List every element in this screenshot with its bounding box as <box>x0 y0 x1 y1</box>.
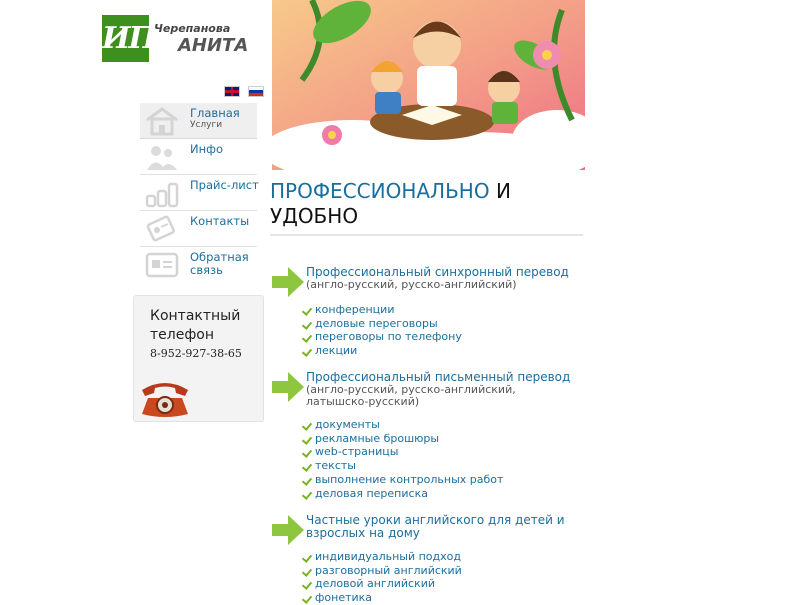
list-item: фонетика <box>303 591 462 605</box>
telephone-icon <box>138 376 192 418</box>
logo-name-line2: АНИТА <box>178 35 249 56</box>
nav-label-feedback: Обратная связь <box>190 250 249 277</box>
section-subtitle: (англо-русский, русско-английский) <box>306 278 517 291</box>
list-item: переговоры по телефону <box>303 330 462 344</box>
list-item: разговорный английский <box>303 564 462 578</box>
section-title-text: Профессиональный синхронный перевод <box>306 265 569 279</box>
logo-name-line1: Черепанова <box>154 22 231 35</box>
list-item: деловой английский <box>303 577 462 591</box>
service-list <box>303 303 462 358</box>
list-item: конференции <box>303 303 462 317</box>
contact-title: Контактный телефон <box>150 308 241 343</box>
section-title-text: Профессиональный письменный перевод <box>306 370 571 384</box>
green-arrow-icon <box>272 267 304 297</box>
page-title <box>270 179 583 229</box>
sidebar-nav <box>140 103 257 299</box>
home-icon <box>144 106 180 136</box>
logo-mark: ИП <box>102 15 149 62</box>
green-arrow-icon <box>272 515 304 545</box>
nav-item-home[interactable] <box>140 103 257 139</box>
nav-item-contacts[interactable] <box>140 211 257 247</box>
nav-item-price-list[interactable] <box>140 175 257 211</box>
russian-flag-icon[interactable] <box>248 86 264 97</box>
chart-icon <box>144 178 180 208</box>
page-title-rest: И УДОБНО <box>270 179 511 228</box>
list-item: индивидуальный подход <box>303 550 462 564</box>
list-item: лекции <box>303 344 462 358</box>
title-divider <box>270 234 583 236</box>
nav-label-price-list: Прайс-лист <box>190 178 259 192</box>
section-subtitle: (англо-русский, русско-английский, латышско-русский) <box>306 383 516 408</box>
section-title <box>306 266 582 291</box>
contact-phone-number: 8-952-927-38-65 <box>150 347 242 360</box>
site-logo[interactable] <box>102 15 249 65</box>
english-flag-icon[interactable] <box>224 86 240 97</box>
contact-card-icon <box>144 214 180 244</box>
nav-sub-services: Услуги <box>190 120 223 130</box>
nav-label-contacts: Контакты <box>190 214 250 228</box>
people-icon <box>144 142 180 172</box>
list-item: тексты <box>303 459 503 473</box>
hero-illustration <box>272 0 585 170</box>
list-item: деловая переписка <box>303 487 503 501</box>
green-arrow-icon <box>272 372 304 402</box>
list-item: деловые переговоры <box>303 317 462 331</box>
page-title-accent: ПРОФЕССИОНАЛЬНО <box>270 179 490 203</box>
list-item: рекламные брошюры <box>303 432 503 446</box>
nav-item-info[interactable] <box>140 139 257 175</box>
list-item: web-страницы <box>303 445 503 459</box>
service-list <box>303 418 503 500</box>
nav-label-info: Инфо <box>190 142 223 156</box>
feedback-icon <box>144 250 180 280</box>
nav-item-feedback[interactable] <box>140 247 257 299</box>
contact-phone-box <box>133 295 264 422</box>
list-item: документы <box>303 418 503 432</box>
service-list <box>303 550 462 605</box>
list-item: выполнение контрольных работ <box>303 473 503 487</box>
nav-label-home: Главная <box>190 106 240 120</box>
section-title <box>306 371 582 408</box>
section-title-text: Частные уроки английского для детей и взрослых на дому <box>306 513 565 540</box>
section-title <box>306 514 568 540</box>
